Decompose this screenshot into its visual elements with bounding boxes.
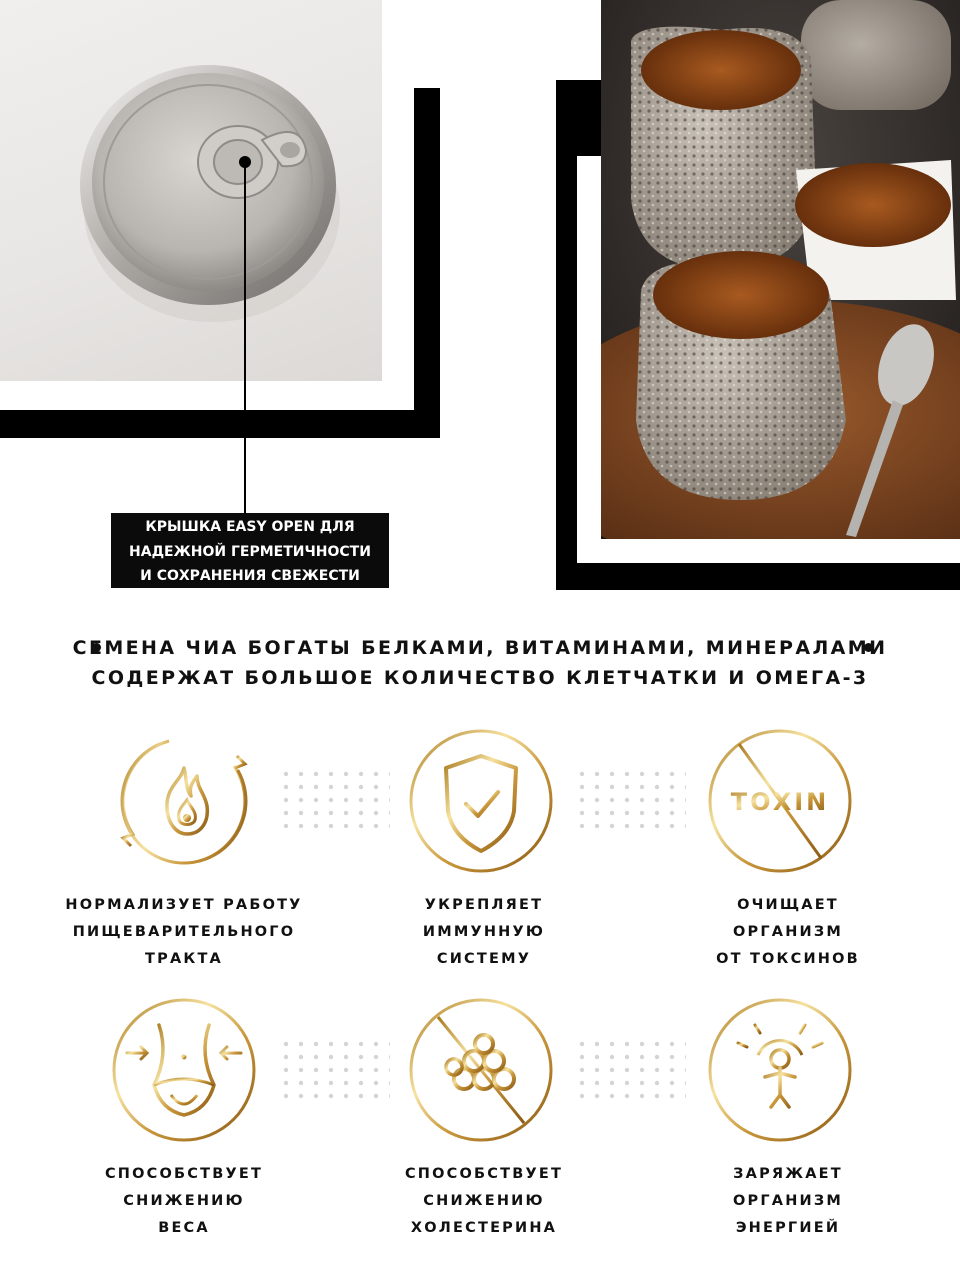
dots-divider-4 <box>578 1040 686 1100</box>
no-cholesterol-icon <box>406 995 556 1145</box>
benefit-label-immunity <box>354 892 614 973</box>
benefit-3-line-1: ОЧИЩАЕТ <box>737 897 839 913</box>
benefit-label-cholesterol <box>354 1161 614 1242</box>
callout-line-1: КРЫШКА EASY OPEN ДЛЯ <box>145 519 355 535</box>
frame-bar-vertical-left <box>414 88 440 438</box>
immune-shield-icon <box>406 726 556 876</box>
benefit-3-line-2: ОРГАНИЗМ <box>732 924 844 940</box>
callout-pointer-dot <box>239 156 251 168</box>
dots-divider-1 <box>282 770 390 830</box>
dots-divider-3 <box>282 1040 390 1100</box>
benefit-3-line-3: ОТ ТОКСИНОВ <box>716 951 860 967</box>
benefit-4-line-2: СНИЖЕНИЮ <box>123 1193 245 1209</box>
toxin-icon-text: TOXIN <box>730 788 830 816</box>
benefit-2-line-3: СИСТЕМУ <box>436 951 532 967</box>
digestion-flame-icon <box>109 726 259 876</box>
energy-person-icon <box>705 995 855 1145</box>
headline-line-1: СЕМЕНА ЧИА БОГАТЫ БЕЛКАМИ, ВИТАМИНАМИ, МИНЕРАЛАМИ <box>72 637 888 659</box>
waist-slimming-icon <box>109 995 259 1145</box>
benefit-1-line-1: НОРМАЛИЗУЕТ РАБОТУ <box>65 897 303 913</box>
benefit-label-weight <box>54 1161 314 1242</box>
callout-line-2: НАДЕЖНОЙ ГЕРМЕТИЧНОСТИ <box>129 543 371 560</box>
no-toxin-icon <box>705 726 855 876</box>
benefit-1-line-2: ПИЩЕВАРИТЕЛЬНОГО <box>72 924 296 940</box>
benefit-5-line-1: СПОСОБСТВУЕТ <box>404 1166 564 1182</box>
benefit-5-line-3: ХОЛЕСТЕРИНА <box>410 1220 558 1236</box>
callout-pointer-line <box>244 160 246 514</box>
benefit-6-line-1: ЗАРЯЖАЕТ <box>733 1166 843 1182</box>
callout-line-3: И СОХРАНЕНИЯ СВЕЖЕСТИ <box>140 568 360 584</box>
can-lid-photo <box>0 0 382 381</box>
benefit-6-line-3: ЭНЕРГИЕЙ <box>735 1220 841 1236</box>
chia-pudding-photo <box>601 0 960 539</box>
headline-line-2: СОДЕРЖАТ БОЛЬШОЕ КОЛИЧЕСТВО КЛЕТЧАТКИ И ОМЕГА-3 <box>91 667 869 689</box>
benefit-1-line-3: ТРАКТА <box>145 951 223 967</box>
benefit-label-energy <box>658 1161 918 1242</box>
benefit-5-line-2: СНИЖЕНИЮ <box>423 1193 545 1209</box>
easy-open-callout <box>111 513 389 588</box>
benefit-4-line-1: СПОСОБСТВУЕТ <box>104 1166 264 1182</box>
benefit-4-line-3: ВЕСА <box>158 1220 210 1236</box>
benefit-6-line-2: ОРГАНИЗМ <box>732 1193 844 1209</box>
benefit-label-digestion <box>54 892 314 973</box>
headline <box>0 633 960 693</box>
benefit-2-line-2: ИММУННУЮ <box>422 924 546 940</box>
benefit-2-line-1: УКРЕПЛЯЕТ <box>424 897 544 913</box>
benefit-label-detox <box>658 892 918 973</box>
frame-bar-horizontal-left <box>0 410 440 438</box>
dots-divider-2 <box>578 770 686 830</box>
